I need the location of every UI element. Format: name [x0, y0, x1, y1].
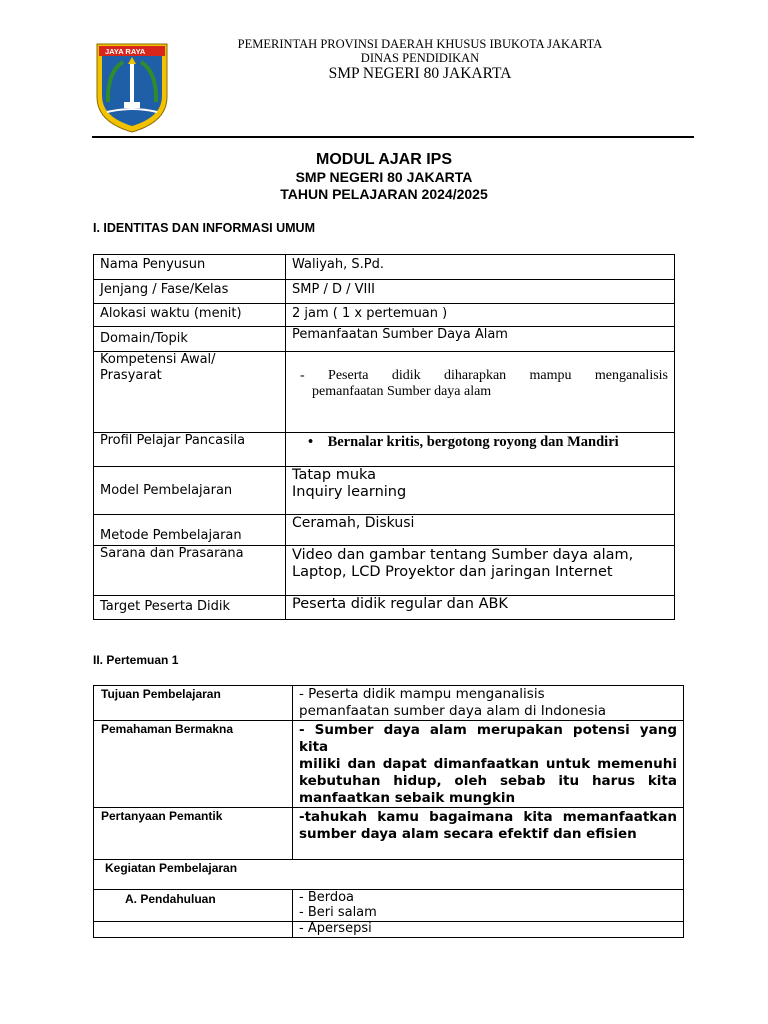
row-value-line: Tatap muka [292, 467, 377, 483]
row-value-line: miliki dan dapat dimanfaatkan untuk memenuhi [299, 756, 677, 772]
pertemuan-table [93, 685, 684, 938]
row-value [293, 808, 684, 860]
row-label: Model Pembelajaran [94, 467, 286, 515]
table-row [94, 596, 675, 620]
row-value-line: Laptop, LCD Proyektor dan jaringan Internet [292, 564, 613, 580]
row-label-line: Kompetensi Awal/ [100, 352, 216, 367]
row-value: - Apersepsi [293, 922, 684, 938]
row-label [94, 352, 286, 433]
row-value [286, 546, 675, 596]
section-identitas-heading: I. IDENTITAS DAN INFORMASI UMUM [93, 221, 315, 235]
row-value: Pemanfaatan Sumber Daya Alam [286, 327, 675, 352]
table-row [94, 433, 675, 467]
header-government: PEMERINTAH PROVINSI DAERAH KHUSUS IBUKOTA JAKARTA [237, 37, 603, 51]
table-row [94, 721, 684, 808]
row-label: Alokasi waktu (menit) [94, 304, 286, 327]
table-row [94, 546, 675, 596]
section-pertemuan-heading: II. Pertemuan 1 [93, 653, 179, 667]
row-value [293, 890, 684, 922]
table-row [94, 515, 675, 546]
table-row [94, 327, 675, 352]
row-value: Waliyah, S.Pd. [286, 255, 675, 280]
table-row [94, 922, 684, 938]
row-label: A. Pendahuluan [94, 890, 293, 922]
row-value-line: - Sumber daya alam merupakan potensi yang kita [299, 722, 677, 755]
table-row [94, 808, 684, 860]
row-value-line: -tahukah kamu bagaimana kita memanfaatkan [299, 809, 677, 825]
row-label: Jenjang / Fase/Kelas [94, 280, 286, 304]
profil-value: Bernalar kritis, bergotong royong dan Mandiri [327, 434, 619, 450]
table-row [94, 304, 675, 327]
row-label: Pertanyaan Pemantik [94, 808, 293, 860]
row-label: Sarana dan Prasarana [94, 546, 286, 596]
row-value: SMP / D / VIII [286, 280, 675, 304]
table-row [94, 860, 684, 890]
row-value: Peserta didik regular dan ABK [286, 596, 675, 620]
row-value-line: manfaatkan sebaik mungkin [299, 790, 516, 806]
doc-year: TAHUN PELAJARAN 2024/2025 [280, 186, 488, 202]
row-label: Metode Pembelajaran [94, 515, 286, 546]
list-item: - Beri salam [299, 905, 377, 920]
row-value [293, 686, 684, 721]
row-value [286, 352, 675, 433]
row-value [286, 433, 675, 467]
row-value-line: sumber daya alam secara efektif dan efisien [299, 826, 637, 842]
jakarta-logo [95, 42, 169, 134]
row-value-line: - Peserta didik diharapkan mampu menganalisis [300, 368, 668, 383]
row-value: 2 jam ( 1 x pertemuan ) [286, 304, 675, 327]
row-label-empty [94, 922, 293, 938]
table-row [94, 890, 684, 922]
row-value: Ceramah, Diskusi [286, 515, 675, 546]
identitas-table [93, 254, 675, 620]
row-value [286, 467, 675, 515]
table-row [94, 352, 675, 433]
table-row [94, 467, 675, 515]
doc-title: MODUL AJAR IPS [315, 151, 452, 168]
row-label: Nama Penyusun [94, 255, 286, 280]
row-value-line: Video dan gambar tentang Sumber daya alam, [292, 547, 634, 563]
row-label: Target Peserta Didik [94, 596, 286, 620]
logo-ribbon-text: JAYA RAYA [105, 47, 146, 56]
bullet-icon: • [308, 434, 314, 450]
header-school: SMP NEGERI 80 JAKARTA [328, 65, 512, 82]
row-value-line: kebutuhan hidup, oleh sebab itu harus kita [299, 773, 677, 789]
list-item: - Berdoa [299, 890, 355, 905]
row-label-line: Prasyarat [100, 368, 162, 383]
row-label: Profil Pelajar Pancasila [94, 433, 286, 467]
row-value-line: - Peserta didik mampu menganalisis [299, 686, 545, 702]
table-row [94, 255, 675, 280]
row-value-line: Inquiry learning [292, 484, 407, 500]
row-value-line: pemanfaatan sumber daya alam di Indonesia [299, 703, 607, 719]
row-label: Domain/Topik [94, 327, 286, 352]
header-department: DINAS PENDIDIKAN [360, 51, 480, 65]
row-value-line: pemanfaatan Sumber daya alam [312, 384, 492, 399]
row-label: Tujuan Pembelajaran [94, 686, 293, 721]
header-divider [92, 136, 694, 138]
table-row [94, 686, 684, 721]
row-value [293, 721, 684, 808]
table-row [94, 280, 675, 304]
kegiatan-heading: Kegiatan Pembelajaran [94, 860, 684, 890]
doc-school: SMP NEGERI 80 JAKARTA [295, 169, 473, 185]
row-label: Pemahaman Bermakna [94, 721, 293, 808]
